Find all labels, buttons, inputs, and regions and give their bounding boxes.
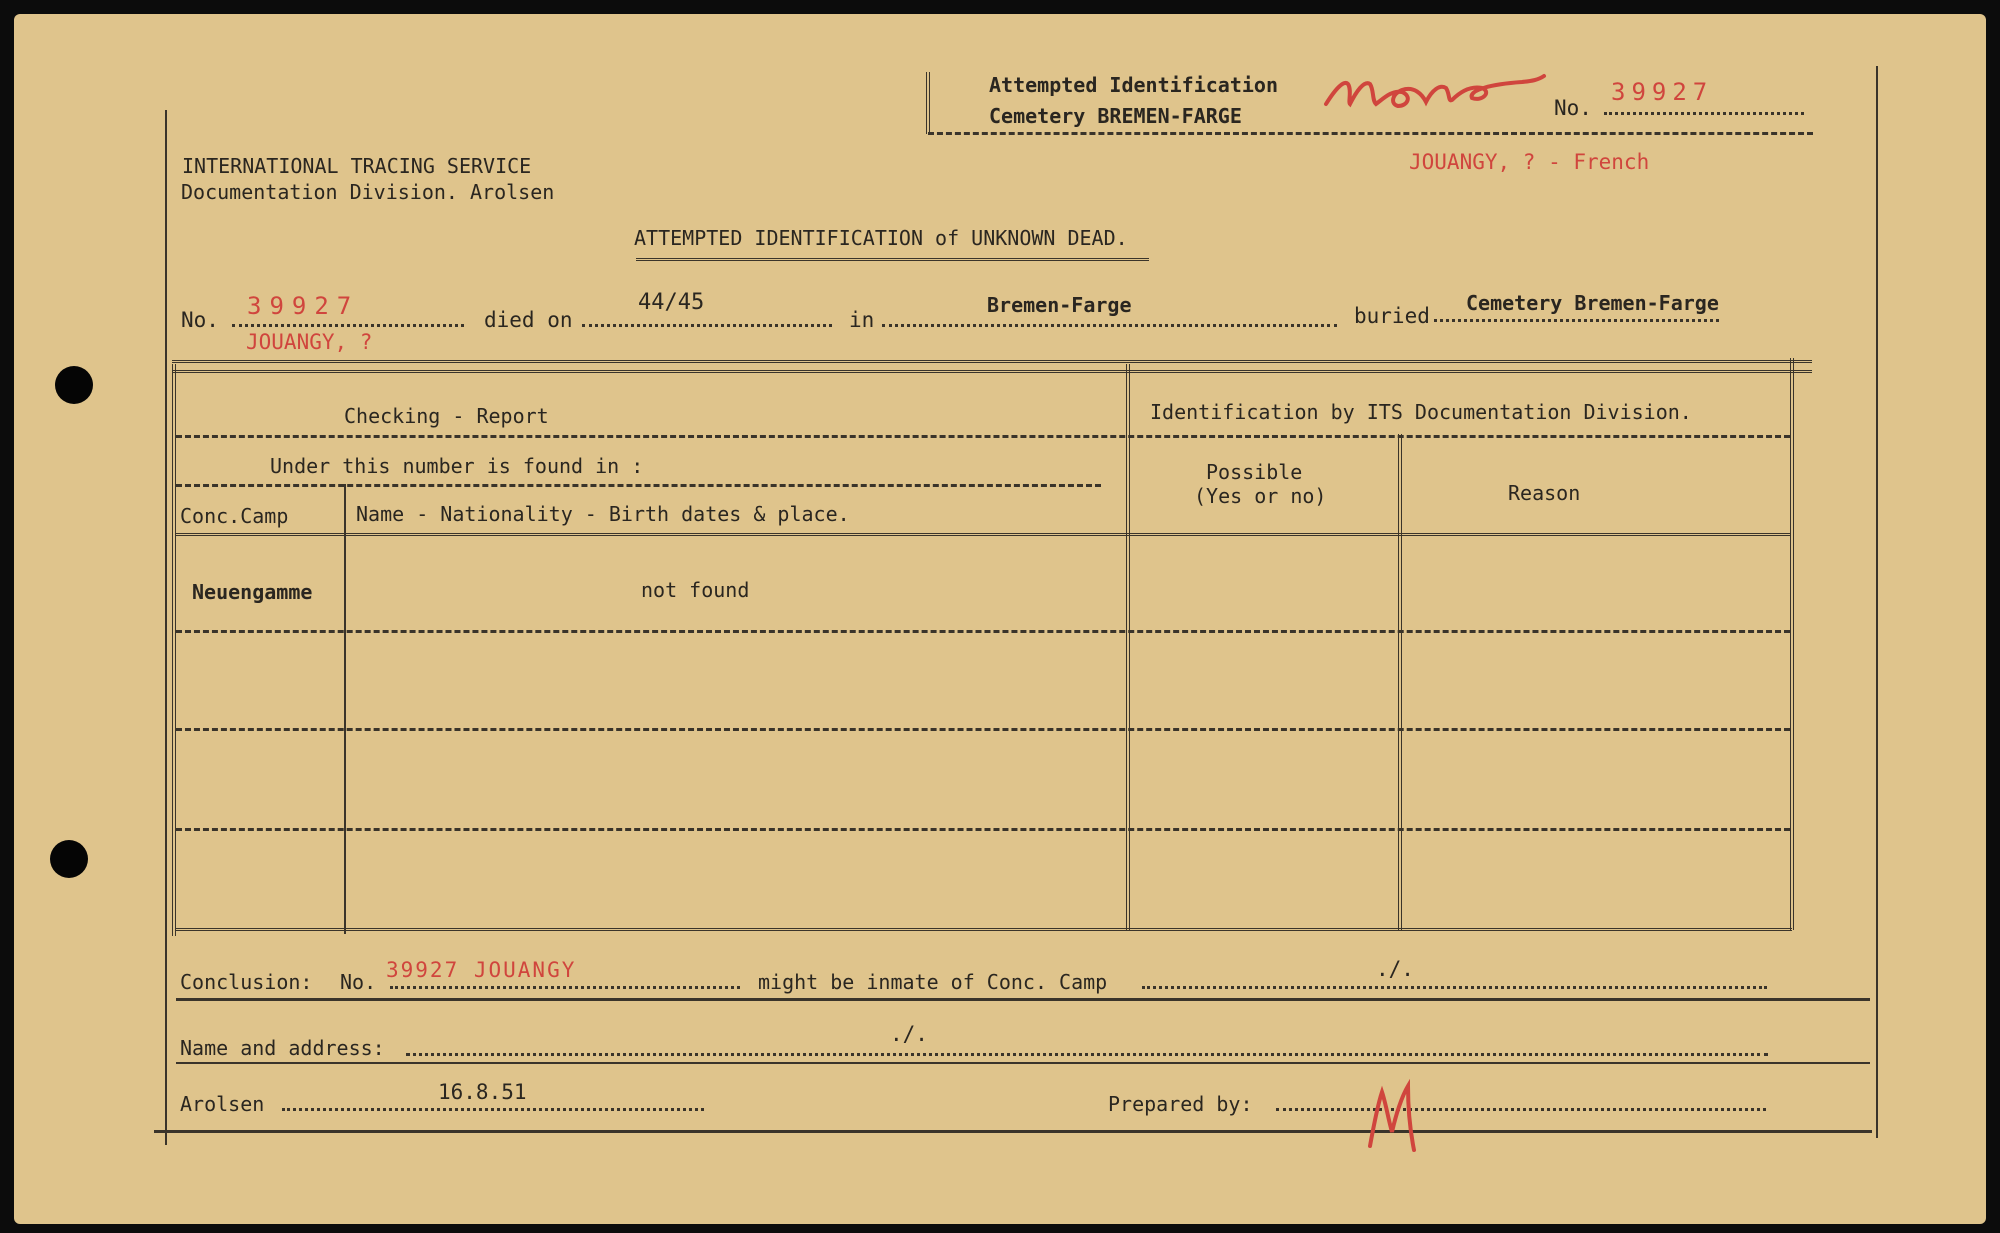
conclusion-camp-dots: [1142, 986, 1767, 989]
row-1-name: not found: [641, 578, 750, 602]
stamp-no-label: No.: [1554, 96, 1592, 120]
row-rule-3: [176, 828, 1790, 831]
frame-right: [1876, 66, 1878, 1138]
table-divider-main: [1126, 364, 1130, 930]
handwriting-initial-icon: [1364, 1074, 1424, 1154]
footer-date-dots: [282, 1108, 704, 1111]
table-left-border: [172, 364, 176, 936]
stamp-no-dots: [1604, 112, 1804, 115]
conclusion-no-label: No.: [340, 970, 377, 994]
address-value: ./.: [890, 1022, 928, 1046]
no-label: No.: [181, 308, 219, 332]
address-rule: [176, 1062, 1870, 1064]
address-label: Name and address:: [180, 1036, 385, 1060]
no-dots: [232, 324, 464, 327]
died-dots: [582, 324, 832, 327]
table-top-border-2: [172, 370, 1812, 373]
punch-hole-bottom: [50, 840, 88, 878]
row-rule-2: [176, 728, 1790, 731]
col-reason: Reason: [1508, 481, 1581, 505]
died-label: died on: [484, 308, 573, 332]
record-name: JOUANGY, ?: [246, 330, 373, 354]
buried-label: buried: [1354, 304, 1430, 328]
conclusion-camp-value: ./.: [1376, 957, 1414, 981]
table-top-border: [172, 360, 1812, 363]
stamp-box-left: [926, 72, 930, 134]
prepared-by-dots: [1276, 1108, 1766, 1111]
address-dots: [406, 1053, 1768, 1056]
table-divider-camp: [344, 484, 346, 934]
in-label: in: [849, 308, 875, 332]
buried-dots: [1434, 319, 1719, 322]
col-name: Name - Nationality - Birth dates & place.: [356, 502, 850, 526]
col-camp: Conc.Camp: [180, 504, 289, 528]
prepared-by-label: Prepared by:: [1108, 1092, 1253, 1116]
stamp-line-2: Cemetery BREMEN-FARGE: [989, 104, 1242, 128]
title-underline: [636, 258, 1149, 261]
table-right-border: [1790, 358, 1794, 930]
buried-value: Cemetery Bremen-Farge: [1466, 291, 1719, 315]
record-number: 39927: [247, 292, 360, 320]
conclusion-middle: might be inmate of Conc. Camp: [758, 970, 1108, 994]
col-possible-line-2: (Yes or no): [1194, 484, 1327, 508]
found-in-rule: [176, 484, 1101, 487]
stamp-no-value: 39927: [1611, 78, 1714, 106]
red-name-note: JOUANGY, ? - French: [1409, 150, 1650, 174]
conclusion-rule: [176, 998, 1870, 1001]
row-rule-1: [176, 630, 1790, 633]
footer-date-value: 16.8.51: [438, 1080, 527, 1104]
footer-place-label: Arolsen: [180, 1092, 265, 1116]
found-in-label: Under this number is found in :: [270, 454, 644, 478]
division-name: Documentation Division. Arolsen: [181, 180, 555, 204]
punch-hole-top: [55, 366, 93, 404]
frame-left: [165, 110, 167, 1145]
conclusion-label: Conclusion:: [180, 970, 313, 994]
stamp-line-1: Attempted Identification: [989, 73, 1278, 97]
died-value: 44/45: [638, 290, 705, 315]
record-card: [14, 14, 1986, 1224]
col-possible-line-1: Possible: [1206, 460, 1303, 484]
frame-bottom: [154, 1130, 1872, 1133]
conclusion-number: 39927 JOUANGY: [386, 958, 577, 982]
stamp-box-bottom: [928, 132, 1813, 135]
checking-report-heading: Checking - Report: [344, 404, 549, 428]
column-header-rule: [176, 533, 1790, 536]
place-value: Bremen-Farge: [987, 293, 1132, 317]
place-dots: [882, 324, 1337, 327]
table-bottom-border: [176, 928, 1792, 931]
identification-heading: Identification by ITS Documentation Division.: [1150, 400, 1692, 424]
handwriting-none-icon: [1322, 60, 1547, 120]
row-1-camp: Neuengamme: [192, 580, 313, 604]
org-name: INTERNATIONAL TRACING SERVICE: [182, 154, 532, 178]
header-rule: [176, 435, 1790, 438]
handwritten-none: [1322, 60, 1547, 124]
form-title: ATTEMPTED IDENTIFICATION of UNKNOWN DEAD.: [634, 226, 1128, 250]
conclusion-no-dots: [390, 986, 740, 989]
table-divider-reason: [1398, 434, 1402, 930]
prepared-by-initial: [1364, 1074, 1424, 1158]
